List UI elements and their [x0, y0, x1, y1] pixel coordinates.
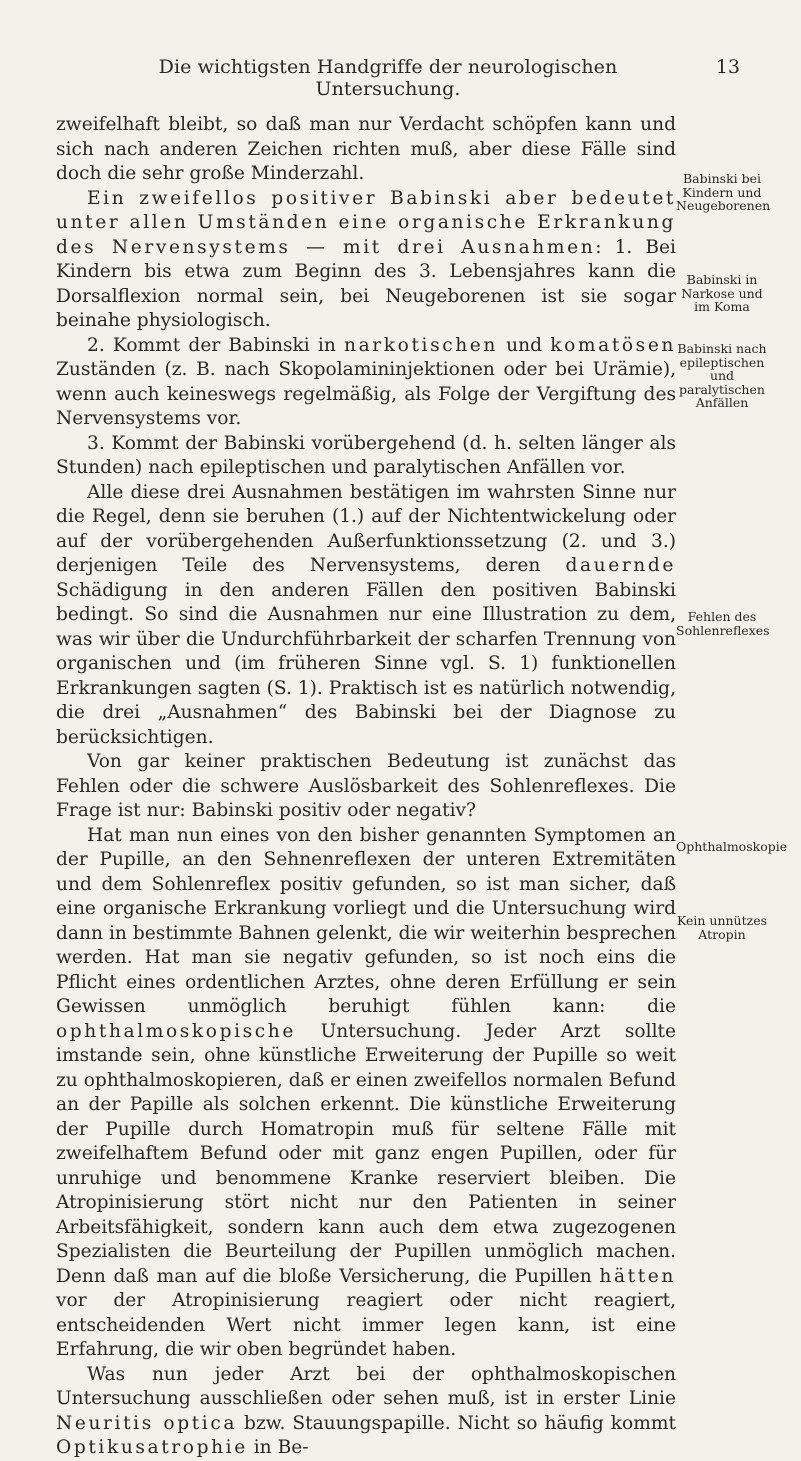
paragraph: [56, 824, 676, 1363]
text-run: Zuständen (z. B. nach Skopolamininjektionen oder bei Urämie), wenn auch keineswegs regelmäßig, als Folge der Vergiftung des Nervensystems vor.: [56, 359, 676, 429]
page-header: [0, 56, 801, 100]
spaced-emphasis: Optikusatrophie: [56, 1437, 248, 1458]
margin-note: Babinski in Narkose und im Koma: [681, 272, 763, 315]
spaced-emphasis: ophthalmoskopische: [56, 1020, 296, 1042]
spaced-emphasis: narkotischen: [344, 334, 498, 356]
paragraph: [56, 334, 676, 432]
text-run: Schädigung in den anderen Fällen den positiven Babinski bedingt. So sind die Ausnahmen nur eine Illustration zu dem, was wir über die Undurchführbarkeit der scharfen Trennung von organischen und (im früheren Sinne vgl. S. 1) funktionellen Erkrankungen sagten (S. 1). Praktisch ist es natürlich notwendig, die drei „Ausnahmen“ des Babinski bei der Diagnose zu berücksichtigen.: [56, 579, 676, 748]
margin-note: Kein unnützes Atropin: [676, 913, 768, 942]
text-run: Von gar keiner praktischen Bedeutung ist zunächst das Fehlen oder die schwere Auslösbarkeit des Sohlenreflexes. Die Frage ist nur: Babinski positiv oder negativ?: [56, 751, 676, 821]
spaced-emphasis: komatösen: [550, 334, 676, 356]
paragraph: [56, 1363, 676, 1461]
spaced-emphasis: Neuritis optica: [56, 1412, 238, 1434]
text-run: 3. Kommt der Babinski vorübergehend (d. h. selten länger als Stunden) nach epileptischen und paralytischen Anfällen vor.: [56, 432, 676, 478]
text-run: bzw. Stauungspapille. Nicht so häufig kommt: [237, 1412, 676, 1434]
margin-note: Fehlen des Sohlenreflexes: [676, 609, 770, 638]
text-run: Was nun jeder Arzt bei der ophthalmoskopischen Untersuchung ausschließen oder sehen muß, ist in erster Linie: [56, 1363, 676, 1409]
running-title: Die wichtigsten Handgriffe der neurologischen Untersuchung.: [158, 56, 618, 100]
spaced-emphasis: hätten: [599, 1265, 676, 1287]
paragraph: [56, 481, 676, 751]
text-run: in Be-: [247, 1437, 309, 1458]
spaced-emphasis: Ein zweifellos positiver Babinski aber bedeutet unter allen Umständen eine organische Erkrankung des Nervensystems — mit drei Ausnahmen: [56, 187, 676, 258]
margin-note: Ophthalmoskopie: [676, 839, 788, 854]
margin-note: Babinski nach epileptischen und paralytischen Anfällen: [677, 341, 767, 411]
text-run: : 1. Bei Kindern bis etwa zum Beginn des 3. Lebensjahres kann die Dorsalflexion normal sein, bei Neugeborenen ist sie sogar beinahe physiologisch.: [56, 236, 676, 331]
paragraph: [56, 113, 676, 187]
text-run: vor der Atropinisierung reagiert oder nicht reagiert, entscheidenden Wert nicht immer legen kann, ist eine Erfahrung, die wir oben begründet haben.: [56, 1290, 676, 1360]
margin-note: Babinski bei Kindern und Neugeborenen: [676, 171, 771, 214]
text-run: 2. Kommt der Babinski in: [87, 334, 345, 356]
text-run: Untersuchung. Jeder Arzt sollte imstande sein, ohne künstliche Erweiterung der Pupille so weit zu ophthalmoskopieren, daß er einen zweifellos normalen Befund an der Papille als solchen erkennt. Die künstliche Erweiterung der Pupille durch Homatropin muß für seltene Fälle mit zweifelhaftem Befund oder mit ganz engen Pupillen, oder für unruhige und benommene Kranke reserviert bleiben. Die Atropinisierung stört nicht nur den Patienten in seiner Arbeitsfähigkeit, sondern kann auch dem etwa zugezogenen Spezialisten die Beurteilung der Pupillen unmöglich machen. Denn daß man auf die bloße Versicherung, die Pupillen: [56, 1020, 676, 1287]
body-text: [56, 113, 676, 1461]
text-run: Alle diese drei Ausnahmen bestätigen im wahrsten Sinne nur die Regel, denn sie beruhen (1.) auf der Nichtentwickelung oder auf der vorübergehenden Außerfunktionssetzung (2. und 3.) derjenigen Teile des Nervensystems, deren: [56, 481, 676, 576]
spaced-emphasis: dauernde: [565, 555, 676, 576]
text-run: zweifelhaft bleibt, so daß man nur Verdacht schöpfen kann und sich nach anderen Zeichen richten muß, aber diese Fälle sind doch die sehr große Minderzahl.: [56, 114, 676, 184]
page-number: 13: [715, 56, 740, 78]
paragraph: [56, 750, 676, 824]
text-run: Hat man nun eines von den bisher genannten Symptomen an der Pupille, an den Sehnenreflexen der unteren Extremitäten und dem Sohlenreflex positiv gefunden, so ist man sicher, daß eine organische Erkrankung vorliegt und die Untersuchung wird dann in bestimmte Bahnen gelenkt, die wir weiterhin besprechen werden. Hat man sie negativ gefunden, so ist noch eins die Pflicht eines ordentlichen Arztes, ohne deren Erfüllung er sein Gewissen unmöglich beruhigt fühlen kann: die: [56, 824, 676, 1017]
paragraph: [56, 187, 676, 334]
text-run: und: [498, 334, 551, 356]
paragraph: [56, 432, 676, 481]
